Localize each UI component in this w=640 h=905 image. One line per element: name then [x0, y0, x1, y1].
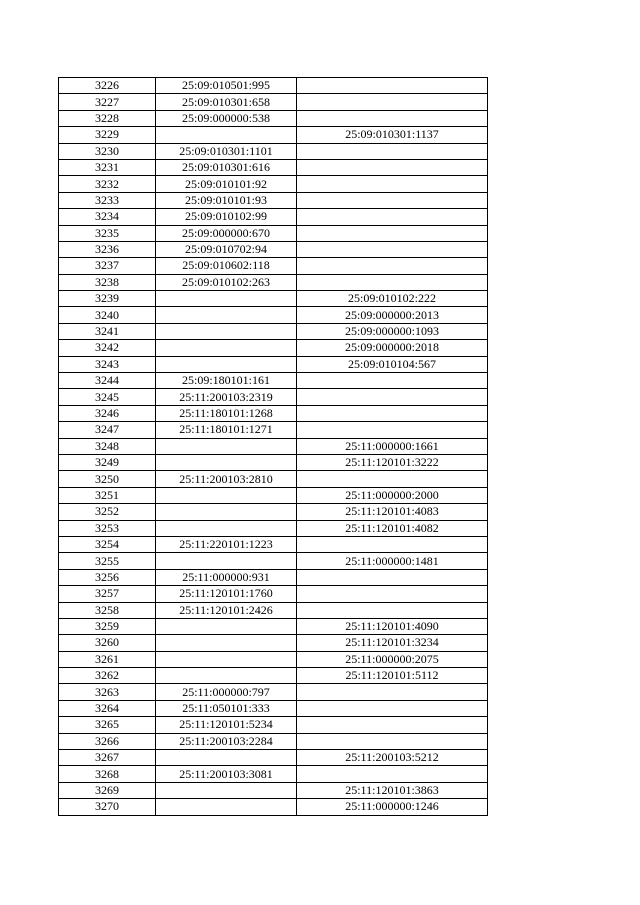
table-row: [59, 536, 488, 552]
table-row: [59, 389, 488, 405]
row-number-cell: 3268: [59, 766, 156, 782]
row-number-cell: 3240: [59, 307, 156, 323]
table-row: [59, 438, 488, 454]
cadastral-number-cell-b: [297, 143, 488, 159]
row-number-cell: 3242: [59, 340, 156, 356]
row-number-cell: 3231: [59, 159, 156, 175]
row-number-cell: 3228: [59, 110, 156, 126]
cadastral-number-cell-b: [297, 192, 488, 208]
table-row: [59, 225, 488, 241]
row-number-cell: 3243: [59, 356, 156, 372]
row-number-cell: 3255: [59, 553, 156, 569]
cadastral-number-cell-b: [297, 389, 488, 405]
row-number-cell: 3260: [59, 635, 156, 651]
cadastral-number-cell-b: 25:11:120101:4090: [297, 618, 488, 634]
cadastral-number-cell-b: [297, 717, 488, 733]
cadastral-number-cell-b: [297, 274, 488, 290]
table-row: [59, 733, 488, 749]
cadastral-number-cell-a: 25:11:200103:2810: [156, 471, 297, 487]
cadastral-number-cell-a: [156, 438, 297, 454]
table-body: [59, 78, 488, 816]
cadastral-number-cell-a: [156, 454, 297, 470]
table-row: [59, 78, 488, 94]
row-number-cell: 3235: [59, 225, 156, 241]
cadastral-number-cell-b: 25:11:200103:5212: [297, 750, 488, 766]
row-number-cell: 3261: [59, 651, 156, 667]
cadastral-number-table: [58, 77, 488, 816]
cadastral-number-cell-a: [156, 618, 297, 634]
cadastral-number-cell-b: [297, 422, 488, 438]
cadastral-number-cell-b: 25:09:000000:1093: [297, 323, 488, 339]
table-row: [59, 340, 488, 356]
table-row: [59, 553, 488, 569]
table-row: [59, 487, 488, 503]
table-row: [59, 766, 488, 782]
cadastral-number-cell-a: 25:11:200103:2319: [156, 389, 297, 405]
cadastral-number-cell-b: [297, 766, 488, 782]
cadastral-number-cell-b: [297, 241, 488, 257]
row-number-cell: 3236: [59, 241, 156, 257]
row-number-cell: 3252: [59, 504, 156, 520]
cadastral-number-cell-b: [297, 373, 488, 389]
table-row: [59, 586, 488, 602]
table-row: [59, 635, 488, 651]
table-row: [59, 291, 488, 307]
cadastral-number-cell-b: [297, 110, 488, 126]
cadastral-number-cell-a: [156, 127, 297, 143]
cadastral-number-cell-b: 25:11:000000:1481: [297, 553, 488, 569]
cadastral-number-cell-a: 25:11:220101:1223: [156, 536, 297, 552]
table-row: [59, 454, 488, 470]
cadastral-number-cell-b: 25:11:120101:3222: [297, 454, 488, 470]
row-number-cell: 3263: [59, 684, 156, 700]
row-number-cell: 3229: [59, 127, 156, 143]
table-row: [59, 176, 488, 192]
cadastral-number-cell-b: [297, 209, 488, 225]
table-row: [59, 618, 488, 634]
cadastral-number-cell-b: 25:09:000000:2018: [297, 340, 488, 356]
table-row: [59, 717, 488, 733]
cadastral-number-cell-a: 25:09:010602:118: [156, 258, 297, 274]
table-row: [59, 422, 488, 438]
table-row: [59, 307, 488, 323]
cadastral-number-cell-b: 25:11:120101:5112: [297, 668, 488, 684]
cadastral-number-cell-a: [156, 291, 297, 307]
cadastral-number-cell-a: 25:11:180101:1268: [156, 405, 297, 421]
row-number-cell: 3246: [59, 405, 156, 421]
row-number-cell: 3226: [59, 78, 156, 94]
cadastral-number-cell-b: [297, 258, 488, 274]
cadastral-number-cell-a: [156, 553, 297, 569]
table-row: [59, 94, 488, 110]
row-number-cell: 3250: [59, 471, 156, 487]
row-number-cell: 3257: [59, 586, 156, 602]
cadastral-number-cell-a: 25:09:010102:99: [156, 209, 297, 225]
cadastral-number-cell-a: 25:11:000000:797: [156, 684, 297, 700]
cadastral-number-cell-a: [156, 340, 297, 356]
cadastral-number-cell-b: [297, 159, 488, 175]
cadastral-number-cell-a: 25:09:010102:263: [156, 274, 297, 290]
row-number-cell: 3259: [59, 618, 156, 634]
cadastral-number-cell-b: [297, 569, 488, 585]
row-number-cell: 3249: [59, 454, 156, 470]
cadastral-number-cell-b: 25:11:120101:3863: [297, 782, 488, 798]
cadastral-number-cell-a: [156, 651, 297, 667]
cadastral-number-cell-a: 25:09:180101:161: [156, 373, 297, 389]
cadastral-number-cell-a: [156, 504, 297, 520]
row-number-cell: 3254: [59, 536, 156, 552]
cadastral-number-cell-a: [156, 356, 297, 372]
cadastral-number-cell-b: 25:09:010301:1137: [297, 127, 488, 143]
table-row: [59, 750, 488, 766]
table-row: [59, 127, 488, 143]
cadastral-number-cell-b: [297, 684, 488, 700]
table-row: [59, 782, 488, 798]
table-row: [59, 569, 488, 585]
cadastral-number-cell-b: 25:09:000000:2013: [297, 307, 488, 323]
table-row: [59, 159, 488, 175]
cadastral-number-cell-a: [156, 750, 297, 766]
cadastral-number-cell-a: [156, 520, 297, 536]
cadastral-number-cell-a: 25:09:010301:616: [156, 159, 297, 175]
row-number-cell: 3269: [59, 782, 156, 798]
cadastral-number-cell-b: 25:11:000000:2075: [297, 651, 488, 667]
cadastral-number-cell-a: [156, 799, 297, 815]
cadastral-number-cell-b: [297, 733, 488, 749]
cadastral-number-cell-a: [156, 668, 297, 684]
cadastral-number-cell-a: 25:09:010101:92: [156, 176, 297, 192]
table-row: [59, 651, 488, 667]
row-number-cell: 3244: [59, 373, 156, 389]
table-row: [59, 799, 488, 815]
table-row: [59, 323, 488, 339]
row-number-cell: 3267: [59, 750, 156, 766]
cadastral-number-cell-a: 25:11:120101:2426: [156, 602, 297, 618]
table-row: [59, 700, 488, 716]
table-row: [59, 258, 488, 274]
cadastral-number-cell-b: 25:11:000000:1661: [297, 438, 488, 454]
row-number-cell: 3230: [59, 143, 156, 159]
cadastral-number-cell-a: 25:11:180101:1271: [156, 422, 297, 438]
table-row: [59, 373, 488, 389]
cadastral-number-cell-b: 25:09:010104:567: [297, 356, 488, 372]
cadastral-number-cell-a: 25:11:000000:931: [156, 569, 297, 585]
cadastral-number-cell-b: [297, 176, 488, 192]
row-number-cell: 3237: [59, 258, 156, 274]
cadastral-number-cell-a: 25:11:120101:1760: [156, 586, 297, 602]
cadastral-number-cell-b: [297, 405, 488, 421]
cadastral-number-cell-a: 25:09:010301:658: [156, 94, 297, 110]
cadastral-number-cell-b: [297, 225, 488, 241]
table-row: [59, 274, 488, 290]
cadastral-number-cell-b: 25:09:010102:222: [297, 291, 488, 307]
table-row: [59, 356, 488, 372]
table-row: [59, 684, 488, 700]
cadastral-number-cell-b: [297, 602, 488, 618]
row-number-cell: 3251: [59, 487, 156, 503]
row-number-cell: 3247: [59, 422, 156, 438]
cadastral-number-cell-a: [156, 782, 297, 798]
row-number-cell: 3233: [59, 192, 156, 208]
row-number-cell: 3270: [59, 799, 156, 815]
table-row: [59, 110, 488, 126]
table-row: [59, 241, 488, 257]
table-row: [59, 143, 488, 159]
cadastral-number-cell-b: 25:11:120101:4083: [297, 504, 488, 520]
row-number-cell: 3248: [59, 438, 156, 454]
cadastral-number-cell-b: [297, 78, 488, 94]
row-number-cell: 3239: [59, 291, 156, 307]
cadastral-number-cell-b: [297, 94, 488, 110]
row-number-cell: 3265: [59, 717, 156, 733]
cadastral-number-cell-a: 25:11:200103:2284: [156, 733, 297, 749]
cadastral-number-cell-b: [297, 536, 488, 552]
table-row: [59, 192, 488, 208]
table-row: [59, 209, 488, 225]
cadastral-number-cell-b: 25:11:120101:3234: [297, 635, 488, 651]
row-number-cell: 3234: [59, 209, 156, 225]
cadastral-number-cell-a: 25:09:010101:93: [156, 192, 297, 208]
table-row: [59, 405, 488, 421]
row-number-cell: 3258: [59, 602, 156, 618]
cadastral-number-cell-a: [156, 487, 297, 503]
cadastral-number-cell-a: 25:11:050101:333: [156, 700, 297, 716]
cadastral-number-cell-a: 25:09:000000:670: [156, 225, 297, 241]
table-row: [59, 520, 488, 536]
row-number-cell: 3238: [59, 274, 156, 290]
row-number-cell: 3232: [59, 176, 156, 192]
cadastral-number-cell-b: [297, 471, 488, 487]
cadastral-number-cell-b: [297, 700, 488, 716]
table-row: [59, 471, 488, 487]
row-number-cell: 3253: [59, 520, 156, 536]
cadastral-number-cell-a: [156, 307, 297, 323]
cadastral-number-cell-a: [156, 323, 297, 339]
cadastral-number-cell-a: 25:09:010501:995: [156, 78, 297, 94]
cadastral-number-cell-a: 25:09:000000:538: [156, 110, 297, 126]
table-row: [59, 602, 488, 618]
row-number-cell: 3266: [59, 733, 156, 749]
cadastral-number-cell-a: 25:09:010301:1101: [156, 143, 297, 159]
table-row: [59, 504, 488, 520]
table-row: [59, 668, 488, 684]
row-number-cell: 3264: [59, 700, 156, 716]
cadastral-number-cell-a: 25:09:010702:94: [156, 241, 297, 257]
row-number-cell: 3241: [59, 323, 156, 339]
cadastral-number-cell-b: 25:11:000000:1246: [297, 799, 488, 815]
row-number-cell: 3262: [59, 668, 156, 684]
row-number-cell: 3227: [59, 94, 156, 110]
cadastral-number-cell-a: 25:11:120101:5234: [156, 717, 297, 733]
cadastral-number-cell-b: [297, 586, 488, 602]
row-number-cell: 3256: [59, 569, 156, 585]
row-number-cell: 3245: [59, 389, 156, 405]
cadastral-number-cell-a: 25:11:200103:3081: [156, 766, 297, 782]
cadastral-number-cell-b: 25:11:120101:4082: [297, 520, 488, 536]
cadastral-number-cell-a: [156, 635, 297, 651]
cadastral-number-cell-b: 25:11:000000:2000: [297, 487, 488, 503]
